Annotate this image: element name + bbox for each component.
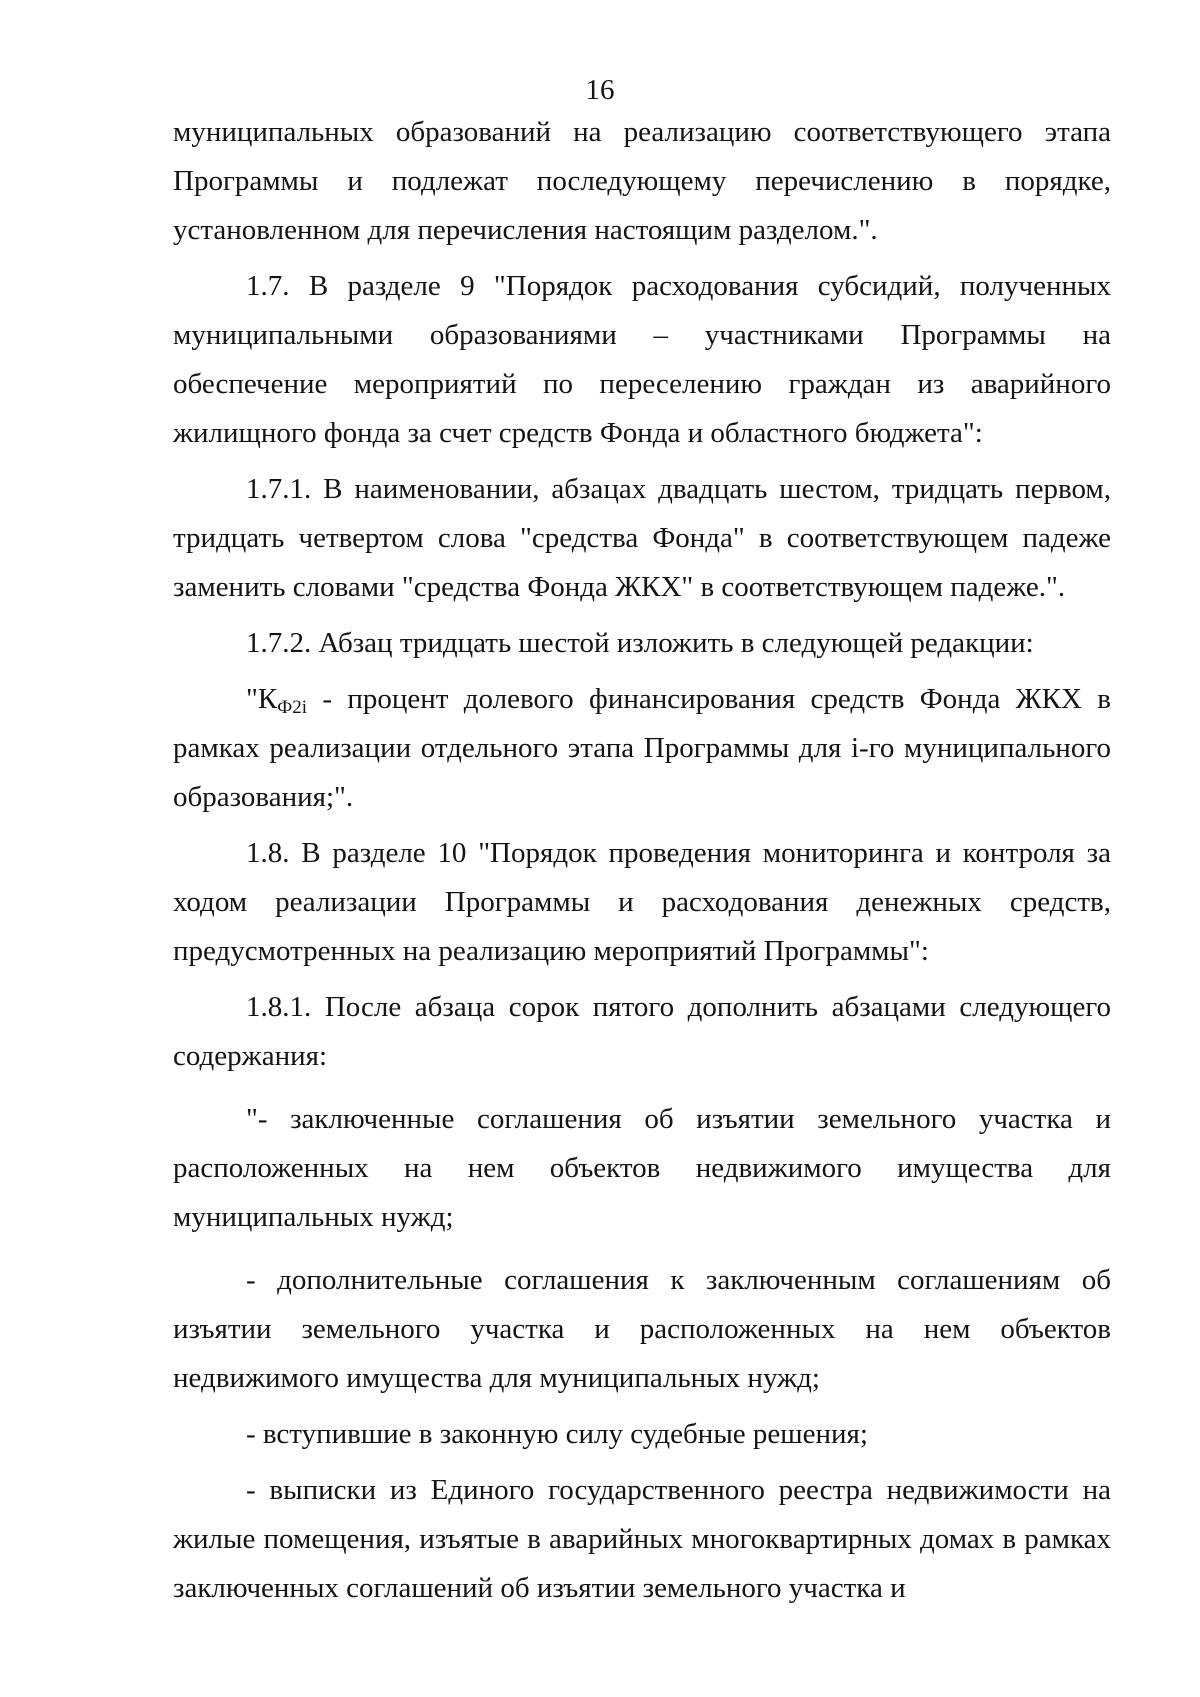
list-item-agreements: "- заключенные соглашения об изъятии земельного участка и расположенных на нем объектов недвижимого имущества для муниципальных нужд; <box>173 1103 1111 1233</box>
list-item-court-decisions: - вступившие в законную силу судебные решения; <box>246 1418 868 1450</box>
paragraph-1-8-1: 1.8.1. После абзаца сорок пятого дополнить абзацами следующего содержания: <box>173 991 1111 1072</box>
paragraph-1-8: 1.8. В разделе 10 "Порядок проведения мониторинга и контроля за ходом реализации Программы и расходования денежных средств, предусмотренных на реализацию мероприятий Программы": <box>173 837 1111 967</box>
formula-text: - процент долевого финансирования средств Фонда ЖКХ в рамках реализации отдельного этапа Программы для i-го муниципального образования;". <box>173 683 1111 813</box>
page-number: 16 <box>585 74 615 106</box>
list-item-additional-agreements: - дополнительные соглашения к заключенным соглашениям об изъятии земельного участка и расположенных на нем объектов недвижимого имущества для муниципальных нужд; <box>173 1264 1111 1394</box>
paragraph-1-7-1: 1.7.1. В наименовании, абзацах двадцать шестом, тридцать первом, тридцать четвертом слова "средства Фонда" в соответствующем падеже заменить словами "средства Фонда ЖКХ" в соответствующем падеже.". <box>173 473 1111 603</box>
paragraph-1-7: 1.7. В разделе 9 "Порядок расходования субсидий, полученных муниципальными образованиями – участниками Программы на обеспечение мероприятий по переселению граждан из аварийного жилищного фонда за счет средств Фонда и областного бюджета": <box>173 270 1111 449</box>
formula-subscript: Ф2i <box>277 697 307 718</box>
formula-prefix: "К <box>246 683 278 715</box>
paragraph-continuation: муниципальных образований на реализацию соответствующего этапа Программы и подлежат последующему перечислению в порядке, установленном для перечисления настоящим разделом.". <box>173 116 1111 246</box>
paragraph-1-7-2: 1.7.2. Абзац тридцать шестой изложить в следующей редакции: <box>246 627 1034 659</box>
document-body <box>173 108 1111 1613</box>
paragraph-formula-definition <box>173 675 1111 822</box>
list-item-registry-extracts: - выписки из Единого государственного реестра недвижимости на жилые помещения, изъятые в аварийных многоквартирных домах в рамках заключенных соглашений об изъятии земельного участка и <box>173 1474 1111 1604</box>
